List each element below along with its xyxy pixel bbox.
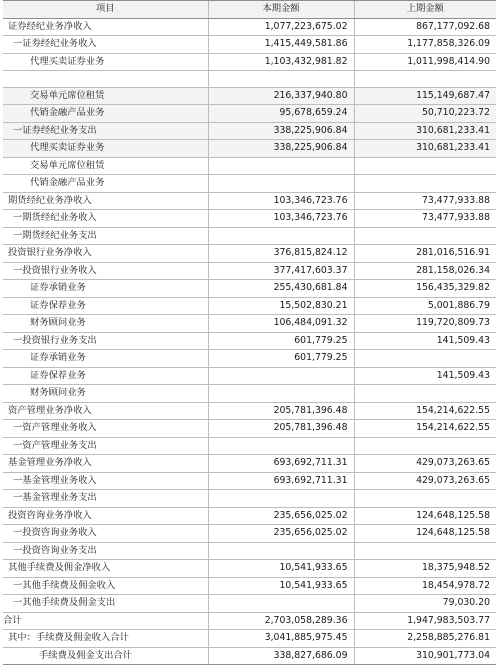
table-row (3, 630, 496, 648)
row-current-amount: 15,502,830.21 (208, 297, 354, 315)
row-previous-amount: 124,648,125.58 (354, 525, 496, 543)
table-row (3, 245, 496, 263)
row-current-amount: 255,430,681.84 (208, 280, 354, 298)
row-current-amount: 216,337,940.80 (208, 87, 354, 105)
table-row (3, 507, 496, 525)
table-body (3, 18, 496, 665)
row-current-amount: 1,415,449,581.86 (208, 36, 354, 54)
header-current-period: 本期金额 (208, 1, 354, 19)
row-label: 一投资银行业务收入 (3, 262, 208, 280)
row-label: 财务顾问业务 (3, 315, 208, 333)
row-current-amount: 2,703,058,289.36 (208, 612, 354, 630)
table-row (3, 87, 496, 105)
table-row (3, 262, 496, 280)
row-current-amount (208, 437, 354, 455)
row-previous-amount: 141,509.43 (354, 367, 496, 385)
row-label: 手续费及佣金支出合计 (3, 647, 208, 665)
row-previous-amount: 429,073,263.65 (354, 455, 496, 473)
row-label: 一其他手续费及佣金支出 (3, 595, 208, 613)
row-previous-amount: 141,509.43 (354, 332, 496, 350)
table-header-row (3, 1, 496, 19)
row-label: 一资产管理业务支出 (3, 437, 208, 455)
row-label: 代理买卖证券业务 (3, 140, 208, 158)
table-row (3, 315, 496, 333)
table-row (3, 455, 496, 473)
row-previous-amount: 154,214,622.55 (354, 402, 496, 420)
row-previous-amount: 5,001,886.79 (354, 297, 496, 315)
row-label: 财务顾问业务 (3, 385, 208, 403)
row-previous-amount (354, 71, 496, 88)
row-previous-amount: 50,710,223.72 (354, 105, 496, 123)
row-previous-amount: 119,720,809.73 (354, 315, 496, 333)
table-row (3, 595, 496, 613)
row-previous-amount: 1,177,858,326.09 (354, 36, 496, 54)
row-current-amount: 103,346,723.76 (208, 210, 354, 228)
row-previous-amount: 2,258,885,276.81 (354, 630, 496, 648)
table-row (3, 560, 496, 578)
row-label: 一期货经纪业务收入 (3, 210, 208, 228)
row-label: 证券保荐业务 (3, 297, 208, 315)
table-row (3, 297, 496, 315)
row-label: 代销金融产品业务 (3, 105, 208, 123)
header-item: 项目 (3, 1, 208, 19)
table-row (3, 71, 496, 88)
row-current-amount (208, 175, 354, 193)
row-current-amount: 103,346,723.76 (208, 192, 354, 210)
table-row (3, 53, 496, 71)
row-current-amount: 601,779.25 (208, 332, 354, 350)
row-previous-amount: 310,681,233.41 (354, 122, 496, 140)
row-label: 资产管理业务净收入 (3, 402, 208, 420)
row-label: 一投资咨询业务收入 (3, 525, 208, 543)
row-label: 一期货经纪业务支出 (3, 227, 208, 245)
row-current-amount: 1,103,432,981.82 (208, 53, 354, 71)
row-current-amount: 1,077,223,675.02 (208, 18, 354, 36)
table-row (3, 332, 496, 350)
row-current-amount (208, 385, 354, 403)
row-current-amount: 338,827,686.09 (208, 647, 354, 665)
row-label: 一基金管理业务支出 (3, 490, 208, 508)
row-label: 证券承销业务 (3, 280, 208, 298)
row-label: 一资产管理业务收入 (3, 420, 208, 438)
table-row (3, 350, 496, 368)
table-row (3, 105, 496, 123)
row-current-amount: 95,678,659.24 (208, 105, 354, 123)
row-current-amount: 601,779.25 (208, 350, 354, 368)
table-row (3, 525, 496, 543)
row-current-amount: 376,815,824.12 (208, 245, 354, 263)
row-previous-amount (354, 227, 496, 245)
row-current-amount: 377,417,603.37 (208, 262, 354, 280)
row-label: 代销金融产品业务 (3, 175, 208, 193)
row-current-amount (208, 367, 354, 385)
table-row (3, 192, 496, 210)
row-previous-amount: 281,016,516.91 (354, 245, 496, 263)
row-current-amount (208, 542, 354, 560)
row-label: 基金管理业务净收入 (3, 455, 208, 473)
row-previous-amount: 79,030.20 (354, 595, 496, 613)
row-current-amount: 205,781,396.48 (208, 402, 354, 420)
table-row (3, 385, 496, 403)
row-previous-amount: 310,681,233.41 (354, 140, 496, 158)
table-row (3, 157, 496, 175)
row-label: 期货经纪业务净收入 (3, 192, 208, 210)
row-label: 证券承销业务 (3, 350, 208, 368)
row-label: 一证券经纪业务收入 (3, 36, 208, 54)
row-label: 证券经纪业务净收入 (3, 18, 208, 36)
row-label: 代理买卖证券业务 (3, 53, 208, 71)
table-row (3, 367, 496, 385)
row-previous-amount (354, 437, 496, 455)
row-label: 证券保荐业务 (3, 367, 208, 385)
table-row (3, 175, 496, 193)
table-row (3, 36, 496, 54)
row-previous-amount: 115,149,687.47 (354, 87, 496, 105)
row-current-amount (208, 490, 354, 508)
row-label: 投资银行业务净收入 (3, 245, 208, 263)
row-previous-amount: 156,435,329.82 (354, 280, 496, 298)
row-label: 其他手续费及佣金净收入 (3, 560, 208, 578)
row-previous-amount (354, 542, 496, 560)
row-current-amount: 235,656,025.02 (208, 525, 354, 543)
row-previous-amount (354, 175, 496, 193)
table-row (3, 18, 496, 36)
row-current-amount (208, 595, 354, 613)
row-label (3, 71, 208, 88)
row-current-amount: 693,692,711.31 (208, 472, 354, 490)
row-current-amount: 338,225,906.84 (208, 140, 354, 158)
row-current-amount (208, 227, 354, 245)
table-row (3, 420, 496, 438)
row-previous-amount (354, 157, 496, 175)
row-current-amount: 3,041,885,975.45 (208, 630, 354, 648)
row-label: 一其他手续费及佣金收入 (3, 577, 208, 595)
row-previous-amount (354, 490, 496, 508)
row-label: 其中：手续费及佣金收入合计 (3, 630, 208, 648)
table-row (3, 472, 496, 490)
row-label: 一基金管理业务收入 (3, 472, 208, 490)
row-current-amount: 205,781,396.48 (208, 420, 354, 438)
row-previous-amount (354, 385, 496, 403)
row-previous-amount: 1,011,998,414.90 (354, 53, 496, 71)
table-row (3, 122, 496, 140)
row-current-amount: 106,484,091.32 (208, 315, 354, 333)
row-previous-amount: 73,477,933.88 (354, 210, 496, 228)
row-label: 一证券经纪业务支出 (3, 122, 208, 140)
fee-commission-table (3, 0, 496, 665)
row-label: 一投资咨询业务支出 (3, 542, 208, 560)
table-row (3, 210, 496, 228)
row-current-amount: 10,541,933.65 (208, 577, 354, 595)
row-previous-amount (354, 350, 496, 368)
row-previous-amount: 310,901,773.04 (354, 647, 496, 665)
row-label: 投资咨询业务净收入 (3, 507, 208, 525)
row-current-amount: 10,541,933.65 (208, 560, 354, 578)
row-previous-amount: 281,158,026.34 (354, 262, 496, 280)
row-current-amount (208, 71, 354, 88)
row-previous-amount: 154,214,622.55 (354, 420, 496, 438)
row-previous-amount: 18,375,948.52 (354, 560, 496, 578)
table-row (3, 280, 496, 298)
row-label: 合计 (3, 612, 208, 630)
row-previous-amount: 1,947,983,503.77 (354, 612, 496, 630)
row-previous-amount: 18,454,978.72 (354, 577, 496, 595)
table-row (3, 140, 496, 158)
table-row (3, 402, 496, 420)
table-row (3, 542, 496, 560)
row-current-amount: 235,656,025.02 (208, 507, 354, 525)
row-previous-amount: 867,177,092.68 (354, 18, 496, 36)
row-current-amount: 338,225,906.84 (208, 122, 354, 140)
row-previous-amount: 429,073,263.65 (354, 472, 496, 490)
row-previous-amount: 124,648,125.58 (354, 507, 496, 525)
table-row (3, 437, 496, 455)
row-label: 交易单元席位租赁 (3, 87, 208, 105)
table-row (3, 577, 496, 595)
header-previous-period: 上期金额 (354, 1, 496, 19)
row-previous-amount: 73,477,933.88 (354, 192, 496, 210)
row-current-amount (208, 157, 354, 175)
row-label: 交易单元席位租赁 (3, 157, 208, 175)
row-current-amount: 693,692,711.31 (208, 455, 354, 473)
table-row (3, 490, 496, 508)
table-row (3, 612, 496, 630)
row-label: 一投资银行业务支出 (3, 332, 208, 350)
table-row (3, 227, 496, 245)
